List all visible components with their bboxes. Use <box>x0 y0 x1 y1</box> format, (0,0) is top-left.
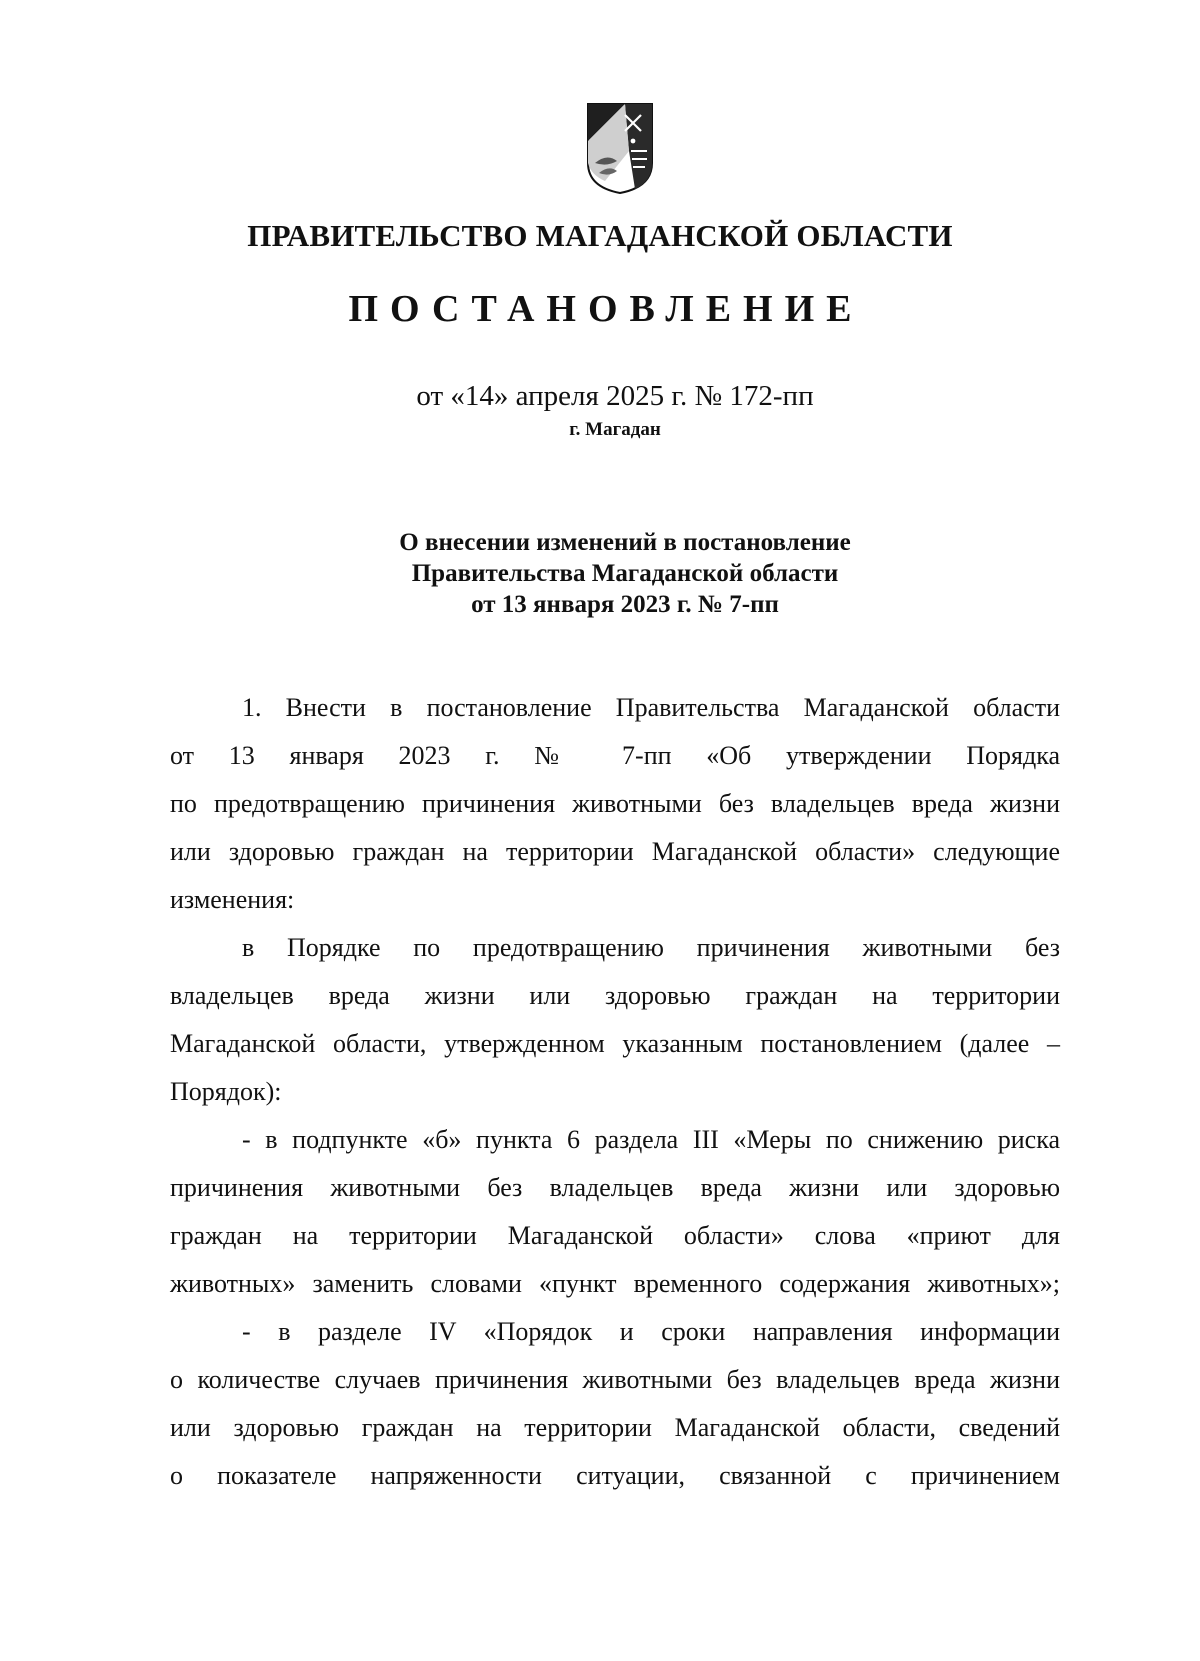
body-line: животных» заменить словами «пункт временного содержания животных»; <box>170 1269 1060 1298</box>
body-line: о показателе напряженности ситуации, связанной с причинением <box>170 1461 1060 1490</box>
body-line: владельцев вреда жизни или здоровью граждан на территории <box>170 981 1060 1010</box>
city: г. Магадан <box>569 419 661 440</box>
body-line: или здоровью граждан на территории Магаданской области» следующие <box>170 837 1060 866</box>
body-line: 1. Внести в постановление Правительства Магаданской области <box>242 693 1060 722</box>
body-line: Порядок): <box>170 1077 282 1106</box>
document-body <box>170 684 1060 1500</box>
body-line: в Порядке по предотвращению причинения животными без <box>242 933 1060 962</box>
date-and-number: от «14» апреля 2025 г. № 172-пп <box>416 380 814 412</box>
body-line: причинения животными без владельцев вреда жизни или здоровью <box>170 1173 1060 1202</box>
body-line: - в разделе IV «Порядок и сроки направления информации <box>242 1317 1060 1346</box>
coat-of-arms-icon <box>585 101 655 195</box>
body-line: изменения: <box>170 885 295 914</box>
body-line: от 13 января 2023 г. № 7-пп «Об утверждении Порядка <box>170 741 1060 770</box>
subject-line: от 13 января 2023 г. № 7-пп <box>471 591 779 618</box>
body-line: граждан на территории Магаданской области» слова «приют для <box>170 1221 1060 1250</box>
body-line: или здоровью граждан на территории Магаданской области, сведений <box>170 1413 1060 1442</box>
body-line: о количестве случаев причинения животными без владельцев вреда жизни <box>170 1365 1060 1394</box>
body-line: Магаданской области, утвержденном указанным постановлением (далее – <box>170 1029 1060 1058</box>
document-subject <box>0 527 1200 620</box>
subject-line: Правительства Магаданской области <box>411 560 839 587</box>
document-type: ПОСТАНОВЛЕНИЕ <box>348 288 864 330</box>
government-title: ПРАВИТЕЛЬСТВО МАГАДАНСКОЙ ОБЛАСТИ <box>247 218 953 253</box>
body-line: по предотвращению причинения животными без владельцев вреда жизни <box>170 789 1060 818</box>
body-line: - в подпункте «б» пункта 6 раздела III «Меры по снижению риска <box>242 1125 1060 1154</box>
subject-line: О внесении изменений в постановление <box>399 529 851 556</box>
